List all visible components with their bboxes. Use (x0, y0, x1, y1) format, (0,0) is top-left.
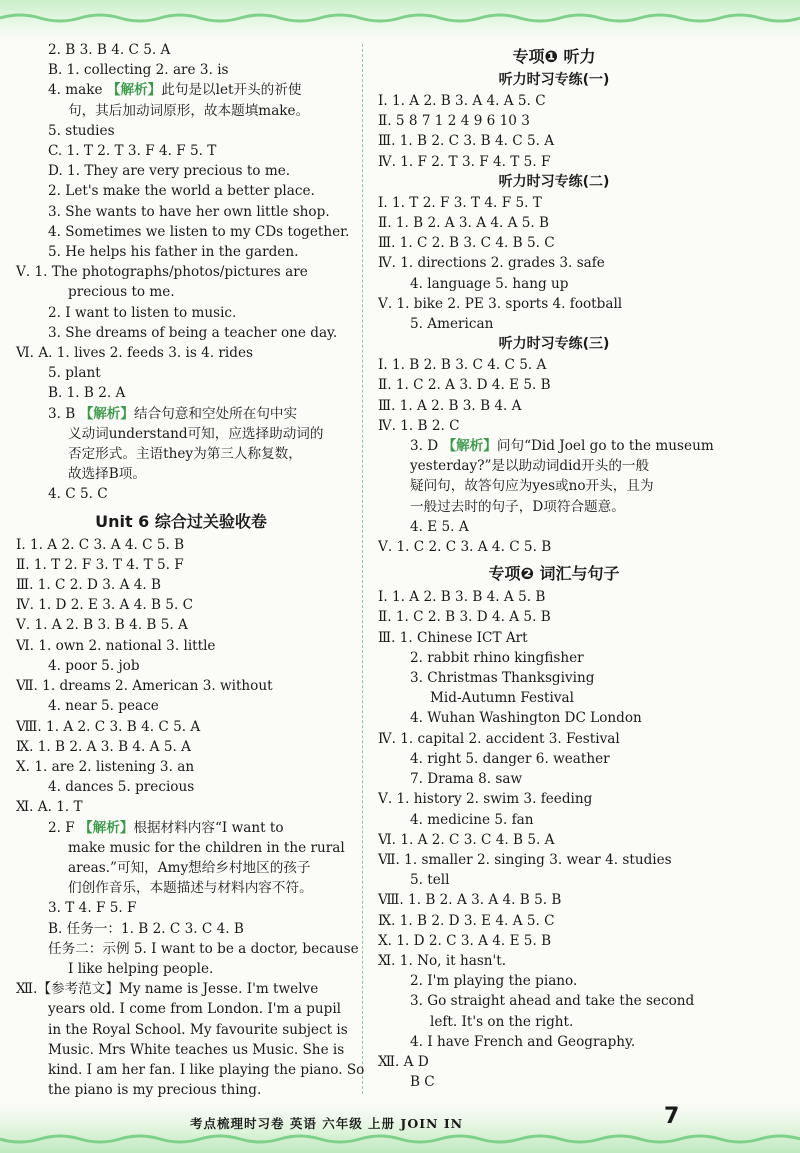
answer-line (378, 729, 730, 749)
answer-line (16, 858, 346, 878)
answer-text: Ⅹ. 1. D 2. C 3. A 4. E 5. B (378, 932, 552, 949)
section-heading: Unit 6 综合过关验收卷 (95, 511, 267, 531)
answer-line (378, 294, 730, 314)
answer-text: B. 1. B 2. A (48, 385, 126, 402)
answer-text: 2. B 3. B 4. C 5. A (48, 42, 171, 58)
answer-line (16, 1040, 346, 1060)
answer-line (378, 253, 730, 273)
answer-text: 2. I want to listen to music. (48, 304, 237, 321)
answer-line (378, 648, 730, 668)
answer-text: Ⅵ. 1. A 2. C 3. C 4. B 5. A (378, 831, 555, 848)
answer-text: Ⅶ. 1. dreams 2. American 3. without (16, 678, 273, 695)
answer-text: C. 1. T 2. T 3. F 4. F 5. T (48, 143, 217, 160)
footer-book-title: 考点梳理时习卷 英语 六年级 上册 JOIN IN (190, 1116, 464, 1131)
answer-text: 4. Sometimes we listen to my CDs together. (48, 223, 350, 240)
answer-text: Ⅳ. 1. directions 2. grades 3. safe (378, 255, 605, 272)
answer-text: 疑问句，故答句应为yes或no开头，且为 (410, 478, 654, 495)
answer-text: Ⅻ.【参考范文】My name is Jesse. I'm twelve (16, 981, 319, 998)
answer-line (378, 668, 730, 688)
answer-text: 句，其后加动词原形，故本题填make。 (68, 102, 310, 119)
answer-line (378, 213, 730, 233)
answer-line (16, 939, 359, 959)
answer-text: 任务二：示例 5. I want to be a doctor, because (48, 940, 359, 957)
answer-line (378, 375, 730, 395)
answer-text: 4. medicine 5. fan (410, 811, 534, 828)
answer-text: Ⅳ. 1. F 2. T 3. F 4. T 5. F (378, 153, 551, 170)
answer-text: Music. Mrs White teaches us Music. She is (48, 1041, 345, 1058)
answer-line (378, 517, 730, 537)
answer-line (378, 850, 730, 870)
answer-line (16, 898, 346, 918)
answer-line (16, 878, 346, 898)
analysis-label: 【解析】 (79, 819, 134, 836)
answer-text: Ⅺ. A. 1. T (16, 799, 83, 816)
answer-text: 4. language 5. hang up (410, 275, 569, 292)
answer-line (378, 131, 730, 151)
answer-text: kind. I am her fan. I like playing the piano. So (48, 1061, 365, 1078)
answer-text: Ⅲ. 1. C 2. B 3. C 4. B 5. C (378, 235, 555, 252)
answer-line (378, 274, 730, 294)
answer-line (16, 919, 346, 939)
answer-line (16, 717, 346, 737)
answer-text: Ⅺ. 1. No, it hasn't. (378, 952, 507, 969)
answer-text: Ⅱ. 1. C 2. B 3. D 4. A 5. B (378, 609, 551, 626)
answer-text: Mid-Autumn Festival (430, 690, 574, 707)
answer-line (16, 424, 346, 444)
answer-line (378, 688, 730, 708)
answer-text: precious to me. (68, 284, 175, 301)
answer-line (16, 383, 346, 403)
answer-line (16, 161, 346, 181)
top-wave-decoration (0, 10, 800, 24)
answer-text: B C (410, 1074, 435, 1091)
answer-text: Ⅵ. A. 1. lives 2. feeds 3. is 4. rides (16, 345, 253, 362)
answer-line (16, 636, 346, 656)
answer-text: 5. American (410, 316, 494, 333)
answer-line (16, 404, 346, 424)
answer-line (16, 615, 346, 635)
answer-line (378, 931, 730, 951)
answer-line (16, 838, 346, 858)
answer-line (16, 444, 346, 464)
answer-text: Ⅴ. 1. bike 2. PE 3. sports 4. football (378, 295, 623, 312)
answer-text: Ⅸ. 1. B 2. A 3. B 4. A 5. A (16, 738, 191, 755)
answer-line (378, 607, 730, 627)
analysis-label: 【解析】 (442, 438, 497, 455)
answer-text: 2. I'm playing the piano. (410, 973, 578, 990)
answer-line (378, 971, 730, 991)
answer-text: Ⅰ. 1. A 2. B 3. A 4. A 5. C (378, 93, 546, 109)
answer-text: B. 任务一：1. B 2. C 3. C 4. B (48, 920, 244, 937)
answer-line (378, 233, 730, 253)
answer-text: 3. Go straight ahead and take the second (410, 993, 695, 1010)
answer-text: 们创作音乐，本题描述与材料内容不符。 (68, 880, 313, 897)
answer-line (378, 870, 730, 890)
answer-text: Ⅷ. 1. A 2. C 3. B 4. C 5. A (16, 718, 201, 735)
answer-text: Ⅲ. 1. C 2. D 3. A 4. B (16, 577, 161, 594)
answer-line (16, 959, 346, 979)
answer-text: make music for the children in the rural (68, 839, 345, 856)
answer-text: 4. poor 5. job (48, 657, 140, 674)
answer-text: Ⅴ. 1. history 2. swim 3. feeding (378, 791, 593, 808)
answer-text: Ⅲ. 1. A 2. B 3. B 4. A (378, 397, 522, 414)
answer-line (378, 769, 730, 789)
answer-text: 7. Drama 8. saw (410, 771, 523, 788)
answer-text: 2. Let's make the world a better place. (48, 183, 315, 200)
answer-line (16, 323, 346, 343)
answer-text: 3. B (48, 405, 80, 422)
answer-line (16, 121, 346, 141)
right-answer-column (378, 40, 730, 1092)
answer-text: 故选择B项。 (68, 466, 146, 483)
answer-text: Ⅴ. 1. A 2. B 3. B 4. B 5. A (16, 617, 188, 634)
analysis-text: 根据材料内容“I want to (133, 819, 284, 836)
answer-line (16, 737, 346, 757)
answer-line (378, 476, 730, 496)
answer-line (16, 222, 350, 242)
answer-text: 5. studies (48, 122, 115, 139)
answer-text: 3. T 4. F 5. F (48, 900, 137, 917)
answer-text: Ⅲ. 1. Chinese ICT Art (378, 629, 528, 646)
answer-line (378, 911, 730, 931)
answer-line (16, 757, 346, 777)
left-answer-column (16, 40, 365, 1100)
answer-line (16, 40, 346, 60)
answer-text: 3. Christmas Thanksgiving (410, 670, 595, 687)
answer-text: 4. Wuhan Washington DC London (410, 710, 642, 727)
answer-text: 4. right 5. danger 6. weather (410, 750, 610, 767)
answer-line (378, 951, 730, 971)
answer-line (16, 101, 346, 121)
answer-line (16, 1020, 346, 1040)
answer-line (16, 242, 346, 262)
answer-text: Ⅰ. 1. A 2. C 3. A 4. C 5. B (16, 536, 185, 553)
answer-line (378, 416, 730, 436)
answer-line (16, 141, 346, 161)
answer-line (16, 696, 346, 716)
answer-line (16, 595, 346, 615)
section-heading: 专项❷ 词汇与句子 (488, 564, 620, 584)
answer-text: 4. dances 5. precious (48, 779, 195, 796)
answer-text: Ⅶ. 1. smaller 2. singing 3. wear 4. studies (378, 851, 672, 868)
analysis-text: 结合句意和空处所在句中实 (133, 405, 298, 422)
answer-text: Ⅳ. 1. D 2. E 3. A 4. B 5. C (16, 597, 193, 614)
answer-line (378, 1072, 730, 1092)
answer-text: Ⅲ. 1. B 2. C 3. B 4. C 5. A (378, 133, 555, 150)
answer-line (16, 818, 346, 838)
answer-line (378, 789, 730, 809)
bottom-wave-decoration (0, 1133, 800, 1147)
answer-text: Ⅴ. 1. C 2. C 3. A 4. C 5. B (378, 539, 552, 556)
answer-text: Ⅳ. 1. B 2. C (378, 417, 460, 434)
answer-text: 5. plant (48, 365, 101, 382)
answer-line (378, 355, 730, 375)
answer-line (378, 587, 730, 607)
answer-text: areas.”可知，Amy想给乡村地区的孩子 (68, 859, 311, 876)
answer-text: 4. near 5. peace (48, 698, 159, 715)
answer-line (378, 111, 730, 131)
answer-line (16, 797, 346, 817)
answer-line (378, 436, 730, 456)
section-heading: 听力时习专练(三) (498, 336, 610, 353)
answer-text: B. 1. collecting 2. are 3. is (48, 62, 229, 79)
answer-line (16, 303, 346, 323)
answer-line (378, 497, 730, 517)
answer-line (16, 60, 346, 80)
answer-text: in the Royal School. My favourite subject is (48, 1021, 348, 1038)
answer-line (378, 810, 730, 830)
answer-line (16, 777, 346, 797)
answer-line (16, 535, 346, 555)
answer-text: 否定形式。主语they为第三人称复数， (68, 446, 302, 463)
answer-line (16, 181, 346, 201)
answer-text: Ⅷ. 1. B 2. A 3. A 4. B 5. B (378, 892, 562, 909)
answer-line (16, 202, 346, 222)
analysis-text: 问句“Did Joel go to the museum (496, 438, 714, 455)
answer-line (16, 999, 346, 1019)
analysis-label: 【解析】 (106, 82, 162, 99)
answer-text: 义动词understand可知，应选择助动词的 (68, 425, 324, 442)
answer-text: 4. C 5. C (48, 486, 108, 503)
column-divider (362, 44, 363, 1094)
answer-line (16, 1080, 346, 1100)
answer-text: 4. E 5. A (410, 518, 469, 535)
answer-text: I like helping people. (68, 960, 214, 977)
answer-text: 2. F (48, 819, 80, 836)
answer-text: 5. tell (410, 872, 450, 889)
answer-line (378, 708, 730, 728)
answer-line (16, 282, 346, 302)
answer-text: Ⅳ. 1. capital 2. accident 3. Festival (378, 730, 620, 747)
answer-text: the piano is my precious thing. (48, 1082, 262, 1099)
answer-line (16, 1060, 365, 1080)
analysis-text: 此句是以let开头的祈使 (161, 82, 302, 99)
answer-text: 5. He helps his father in the garden. (48, 244, 299, 261)
answer-text: 4. I have French and Geography. (410, 1033, 636, 1050)
answer-line (378, 991, 730, 1011)
answer-line (378, 1012, 730, 1032)
section-heading: 听力时习专练(一) (498, 72, 610, 88)
answer-line (16, 979, 346, 999)
answer-line (378, 314, 730, 334)
answer-text: years old. I come from London. I'm a pupil (48, 1001, 342, 1018)
answer-line (378, 890, 730, 910)
answer-line (378, 193, 730, 213)
answer-text: left. It's on the right. (430, 1013, 574, 1030)
answer-line (16, 343, 346, 363)
answer-line (16, 363, 346, 383)
answer-text: Ⅸ. 1. B 2. D 3. E 4. A 5. C (378, 912, 555, 929)
analysis-label: 【解析】 (79, 405, 134, 422)
answer-line (378, 456, 730, 476)
answer-text: Ⅻ. A D (378, 1053, 429, 1070)
answer-line (378, 152, 730, 172)
answer-line (16, 555, 346, 575)
answer-text: Ⅱ. 1. T 2. F 3. T 4. T 5. F (16, 556, 184, 573)
answer-text: yesterday?”是以助动词did开头的一般 (410, 458, 650, 475)
answer-text: 2. rabbit rhino kingfisher (410, 649, 584, 666)
page-number: 7 (664, 1104, 680, 1129)
answer-text: Ⅱ. 1. C 2. A 3. D 4. E 5. B (378, 377, 551, 394)
section-heading: 专项❶ 听力 (512, 47, 596, 66)
answer-line (378, 749, 730, 769)
answer-text: Ⅴ. 1. The photographs/photos/pictures are (16, 264, 308, 281)
answer-text: 3. She wants to have her own little shop. (48, 203, 330, 220)
answer-text: Ⅱ. 1. B 2. A 3. A 4. A 5. B (378, 215, 550, 232)
answer-text: Ⅰ. 1. T 2. F 3. T 4. F 5. T (378, 194, 542, 211)
answer-line (16, 484, 346, 504)
answer-line (378, 1052, 730, 1072)
section-heading: 听力时习专练(二) (498, 173, 610, 190)
answer-line (16, 262, 346, 282)
answer-line (378, 91, 730, 111)
answer-line (378, 830, 730, 850)
answer-text: Ⅱ. 5 8 7 1 2 4 9 6 10 3 (378, 113, 530, 130)
answer-line (378, 537, 730, 557)
answer-line (16, 80, 346, 100)
answer-text: 3. D (410, 438, 443, 455)
answer-text: D. 1. They are very precious to me. (48, 163, 291, 180)
answer-line (16, 656, 346, 676)
answer-line (378, 1032, 730, 1052)
answer-text: Ⅰ. 1. B 2. B 3. C 4. C 5. A (378, 357, 547, 374)
answer-line (378, 628, 730, 648)
answer-text: Ⅵ. 1. own 2. national 3. little (16, 637, 216, 654)
answer-text: 4. make (48, 82, 107, 99)
answer-line (378, 396, 730, 416)
answer-line (16, 676, 346, 696)
answer-text: 一般过去时的句子，D项符合题意。 (410, 498, 625, 515)
answer-text: Ⅹ. 1. are 2. listening 3. an (16, 758, 195, 775)
answer-text: 3. She dreams of being a teacher one day. (48, 324, 338, 341)
answer-line (16, 575, 346, 595)
answer-text: Ⅰ. 1. A 2. B 3. B 4. A 5. B (378, 589, 546, 606)
answer-line (16, 464, 346, 484)
